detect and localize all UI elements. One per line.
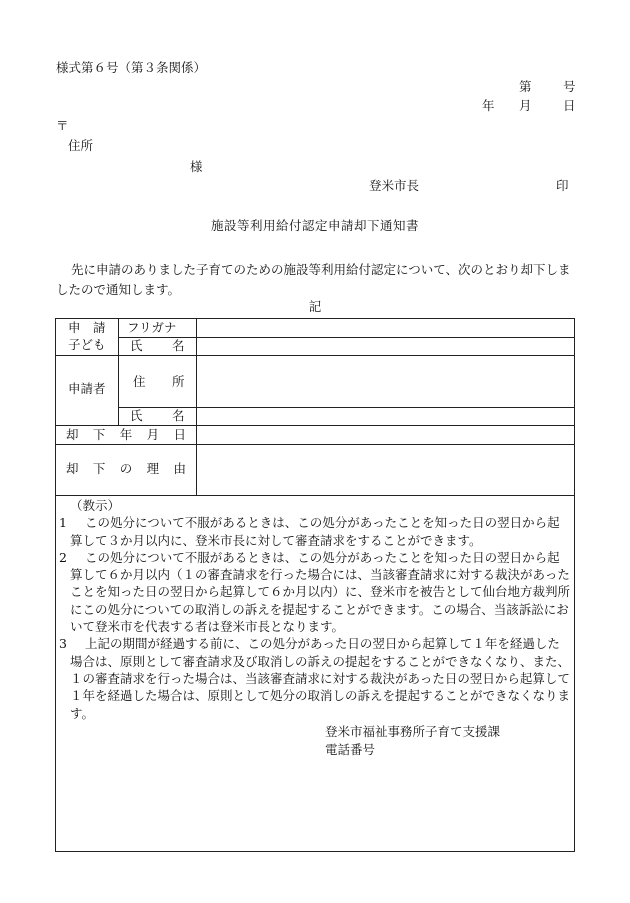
form-number: 様式第６号（第３条関係） [56,60,207,75]
telephone-label: 電話番号 [325,742,376,757]
table-line [118,319,119,425]
office-name: 登米市福祉事務所子育て支援課 [325,724,501,739]
notice-number: 1 [59,515,67,531]
rejection-date-char: 下 [92,427,106,442]
child-name-label-b: 名 [172,338,185,353]
rejection-date-char: 月 [146,427,160,442]
applicant-name-label-b: 名 [172,408,185,423]
rejection-reason-char: 理 [146,461,160,476]
furigana-label: フリガナ [127,320,177,335]
date-day: 日 [563,98,576,113]
document-number-dai: 第 [519,79,532,94]
rejection-reason-char: 下 [92,461,106,476]
child-group-label-line2: 子ども [68,337,106,352]
table-line [56,425,575,426]
document-title: 施設等利用給付認定申請却下通知書 [210,218,419,233]
sender-name: 登米市長 [369,178,420,193]
applicant-name-label-a: 氏 [130,408,143,423]
date-month: 月 [519,98,532,113]
rejection-reason-label [66,463,186,476]
address-label-b: 所 [172,374,185,389]
child-name-label-a: 氏 [130,338,143,353]
notice-number: 2 [59,549,67,565]
rejection-date-char: 却 [66,427,79,442]
application-table [55,318,575,852]
rejection-reason-char: 由 [173,461,186,476]
recipient-honorific: 様 [190,159,203,174]
rejection-reason-char: の [119,461,133,476]
table-line [56,355,575,356]
notice-item [56,514,576,549]
seal-mark: 印 [556,178,569,193]
notice-heading: （教示） [70,498,121,513]
child-group-label-line1: 申 請 [68,320,106,335]
notice-item [56,549,576,635]
notice-number: 3 [59,636,67,652]
table-line [118,337,575,338]
rejection-date-char: 日 [173,427,186,442]
notice-text: この処分について不服があるときは、この処分があったことを知った日の翌日から起算して６か月以内（１の審査請求を行った場合には、当該審査請求に対する裁決があったことを知った日の翌日から起算して６か月以内）に、登米市を被告として仙台地方裁判所にこの処分についての取消しの訴えを提起することができます。この場合、当該訴訟において登米市を代表する者は登米市長となります。 [70,549,571,635]
ki-heading: 記 [308,299,322,314]
rejection-date-label [66,429,186,442]
intro-text: 先に申請のありました子育てのための施設等利用給付認定について、次のとおり却下しましたので通知します。 [56,262,571,297]
table-line [56,444,575,445]
address-label-a: 住 [133,374,146,389]
table-line [56,495,575,496]
table-line [196,319,197,495]
document-number-go: 号 [563,79,576,94]
notice-text: 上記の期間が経過する前に、この処分があった日の翌日から起算して１年を経過した場合は、原則として審査請求及び取消しの訴えの提起をすることができなくなり、また、１の審査請求を行った場合は、当該審査請求に対する裁決があった日の翌日から起算して１年を経過した場合は、原則として処分の取消しの訴えを提起することができなくなります。 [70,636,571,721]
recipient-address-label: 住所 [68,138,94,153]
rejection-reason-char: 却 [66,461,79,476]
postal-mark: 〒 [56,118,69,133]
date-year: 年 [482,98,495,113]
rejection-date-char: 年 [119,427,133,442]
notice-item [56,635,576,721]
table-line [118,407,575,408]
appeal-notice [56,497,576,722]
applicant-group-label: 申請者 [68,381,106,396]
notice-text: この処分について不服があるときは、この処分があったことを知った日の翌日から起算して３か月以内に、登米市長に対して審査請求をすることができます。 [70,515,560,548]
